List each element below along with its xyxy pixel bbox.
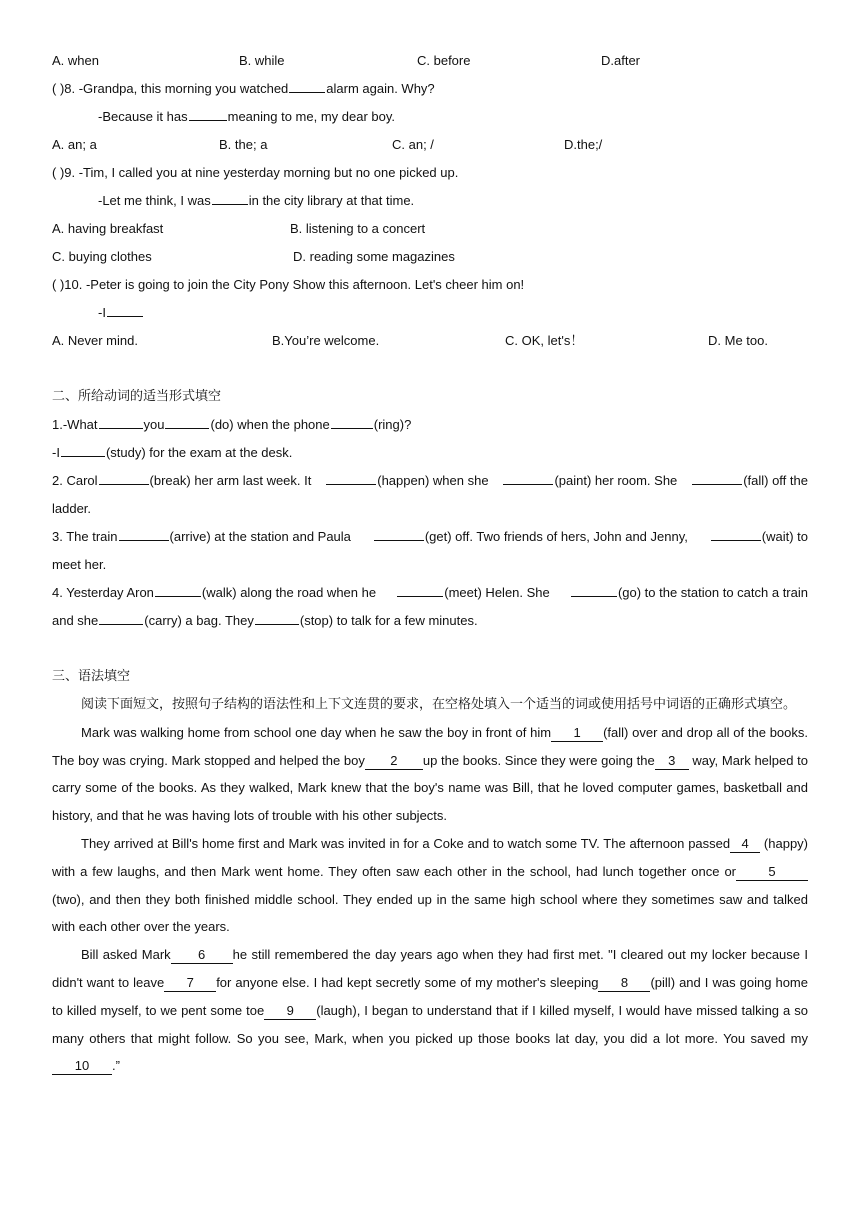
verb-item-1b — [52, 439, 808, 467]
answer-blank[interactable] — [99, 469, 149, 485]
passage-text: (pill) and I was going home to killed myself, to we pent some toe — [52, 974, 808, 1018]
item-text: (go) to the station to catch a train — [617, 585, 808, 600]
question-8 — [52, 75, 808, 103]
item-text: you — [143, 417, 165, 432]
question-10-reply — [52, 299, 808, 327]
answer-blank[interactable] — [289, 77, 325, 93]
reply-text: -I — [98, 305, 106, 320]
answer-blank-3[interactable]: 3 — [655, 753, 689, 770]
passage-paragraph-2 — [52, 830, 808, 941]
instruction-text: 阅读下面短文，按照句子结构的语法性和上下文连贯的要求，在空格处填入一个适当的词或使用括号中词语的正确形式填空。 — [81, 697, 797, 712]
reply-text: -Let me think, I was — [98, 193, 211, 208]
reply-text: meaning to me, my dear boy. — [227, 109, 396, 124]
answer-blank[interactable] — [212, 189, 248, 205]
verb-item-1 — [52, 411, 808, 439]
option-d[interactable]: D. Me too. — [708, 333, 768, 348]
item-text: (arrive) at the station and Paula — [169, 529, 351, 544]
answer-blank[interactable] — [571, 581, 617, 597]
q10-options — [52, 327, 808, 355]
answer-blank-9[interactable]: 9 — [264, 1003, 316, 1020]
passage-text: he still remembered the day years ago when they had first met. "I cleared out my locker because I didn't want to leave — [52, 947, 808, 990]
answer-blank[interactable] — [99, 413, 143, 429]
item-text: (do) when the phone — [210, 417, 330, 432]
item-text: (get) off. Two friends of hers, John and Jenny, — [424, 529, 688, 544]
option-c[interactable]: C. an; / — [392, 137, 434, 152]
passage-text: Bill asked Mark — [81, 947, 171, 963]
answer-blank[interactable] — [397, 581, 443, 597]
worksheet-page — [52, 47, 808, 1080]
passage-text: (laugh), I began to understand that if I killed myself, I would have missed talking a so many others that might follow. So you see, Mark, when you picked up those books lat day, you did a lot more. You saved my — [52, 1002, 808, 1046]
answer-blank-5[interactable]: 5 — [736, 864, 808, 881]
question-text: ( )9. -Tim, I called you at nine yesterday morning but no one picked up. — [52, 165, 459, 180]
option-a[interactable]: A. having breakfast — [52, 221, 164, 236]
item-text: (ring)? — [373, 417, 412, 432]
answer-blank[interactable] — [189, 105, 227, 121]
option-d[interactable]: D.the;/ — [564, 137, 603, 152]
answer-blank[interactable] — [119, 525, 169, 541]
verb-item-3b: meet her. — [52, 557, 107, 572]
answer-blank[interactable] — [503, 469, 553, 485]
option-a[interactable]: A. Never mind. — [52, 333, 138, 348]
option-b[interactable]: B. the; a — [219, 137, 268, 152]
q9-options-row1 — [52, 215, 808, 243]
passage-text: They arrived at Bill's home first and Mark was invited in for a Coke and to watch some TV. The afternoon passed — [81, 835, 731, 851]
verb-item-4 — [52, 579, 808, 607]
verb-item-3 — [52, 523, 808, 551]
option-b[interactable]: B.You’re welcome. — [272, 333, 380, 348]
passage-text: for anyone else. I had kept secretly some of my mother's sleeping — [216, 974, 599, 990]
section-3-instructions — [52, 691, 808, 719]
passage-paragraph-3 — [52, 941, 808, 1080]
passage-text: Mark was walking home from school one day when he saw the boy in front of him — [81, 724, 552, 740]
item-text: 3. The train — [52, 529, 118, 544]
item-text: (study) for the exam at the desk. — [105, 445, 293, 460]
item-text: 4. Yesterday Aron — [52, 585, 154, 600]
option-c[interactable]: C. buying clothes — [52, 249, 152, 264]
option-d[interactable]: D.after — [601, 53, 641, 68]
question-9-reply — [52, 187, 808, 215]
item-text: (stop) to talk for a few minutes. — [299, 613, 478, 628]
section-2-title: 二、所给动词的适当形式填空 — [52, 389, 222, 404]
answer-blank-2[interactable]: 2 — [365, 753, 423, 770]
item-text: and she — [52, 613, 99, 628]
answer-blank[interactable] — [692, 469, 742, 485]
verb-item-2b: ladder. — [52, 501, 92, 516]
item-text: 2. Carol — [52, 473, 98, 488]
reply-text: in the city library at that time. — [248, 193, 415, 208]
answer-blank[interactable] — [165, 413, 209, 429]
passage-text: .” — [112, 1058, 120, 1074]
question-10 — [52, 271, 808, 299]
answer-blank-7[interactable]: 7 — [164, 975, 216, 992]
item-text: -I — [52, 445, 60, 460]
option-b[interactable]: B. while — [239, 53, 285, 68]
answer-blank[interactable] — [255, 609, 299, 625]
answer-blank-1[interactable]: 1 — [551, 725, 603, 742]
question-text: alarm again. Why? — [326, 81, 435, 96]
question-8-reply — [52, 103, 808, 131]
answer-blank[interactable] — [711, 525, 761, 541]
item-text: (wait) to — [761, 529, 808, 544]
passage-text: way, Mark helped to carry some of the books. As they walked, Mark knew that the boy's name was Bill, that he loved computer games, basketball and history, and that he was having lots of trouble with his other subjects. — [52, 752, 809, 824]
q7-options — [52, 47, 808, 75]
option-c[interactable]: C. before — [417, 53, 471, 68]
item-text: (walk) along the road when he — [201, 585, 377, 600]
item-text: (happen) when she — [377, 473, 489, 488]
passage-text: (fall) over and drop all of the books. The boy was crying. Mark stopped and helped the boy — [52, 724, 808, 768]
section-3-title: 三、语法填空 — [52, 669, 131, 684]
answer-blank-4[interactable]: 4 — [730, 836, 760, 853]
answer-blank[interactable] — [331, 413, 373, 429]
verb-item-2 — [52, 467, 808, 495]
passage-text: (two), and then they both finished middle school. They ended up in the same high school where they sometimes saw and talked with each other over the years. — [52, 891, 808, 935]
option-a[interactable]: A. when — [52, 53, 99, 68]
option-c[interactable]: C. OK, let's！ — [505, 333, 584, 348]
passage-text: up the books. Since they were going the — [422, 752, 655, 768]
answer-blank[interactable] — [61, 441, 105, 457]
verb-item-4b — [52, 607, 808, 635]
item-text: (break) her arm last week. It — [149, 473, 312, 488]
q8-options — [52, 131, 808, 159]
answer-blank[interactable] — [107, 301, 143, 317]
item-text: 1.-What — [52, 417, 98, 432]
answer-blank-6[interactable]: 6 — [171, 947, 233, 964]
answer-blank-10[interactable]: 10 — [52, 1058, 112, 1075]
item-text: (fall) off the — [743, 473, 808, 488]
q9-options-row2 — [52, 243, 808, 271]
question-text: ( )10. -Peter is going to join the City Pony Show this afternoon. Let's cheer him on! — [52, 277, 525, 292]
option-d[interactable]: D. reading some magazines — [293, 249, 455, 264]
item-text: (paint) her room. She — [554, 473, 678, 488]
reply-text: -Because it has — [98, 109, 188, 124]
passage-text: (happy) with a few laughs, and then Mark went home. They often saw each other in the school, had lunch together once or — [52, 835, 808, 879]
question-text: ( )8. -Grandpa, this morning you watched — [52, 81, 289, 96]
item-text: (meet) Helen. She — [444, 585, 550, 600]
answer-blank[interactable] — [374, 525, 424, 541]
answer-blank-8[interactable]: 8 — [598, 975, 650, 992]
answer-blank[interactable] — [326, 469, 376, 485]
option-a[interactable]: A. an; a — [52, 137, 97, 152]
question-9 — [52, 159, 808, 187]
item-text: (carry) a bag. They — [144, 613, 254, 628]
option-b[interactable]: B. listening to a concert — [290, 221, 426, 236]
answer-blank[interactable] — [155, 581, 201, 597]
answer-blank[interactable] — [99, 609, 143, 625]
passage-paragraph-1 — [52, 719, 808, 830]
